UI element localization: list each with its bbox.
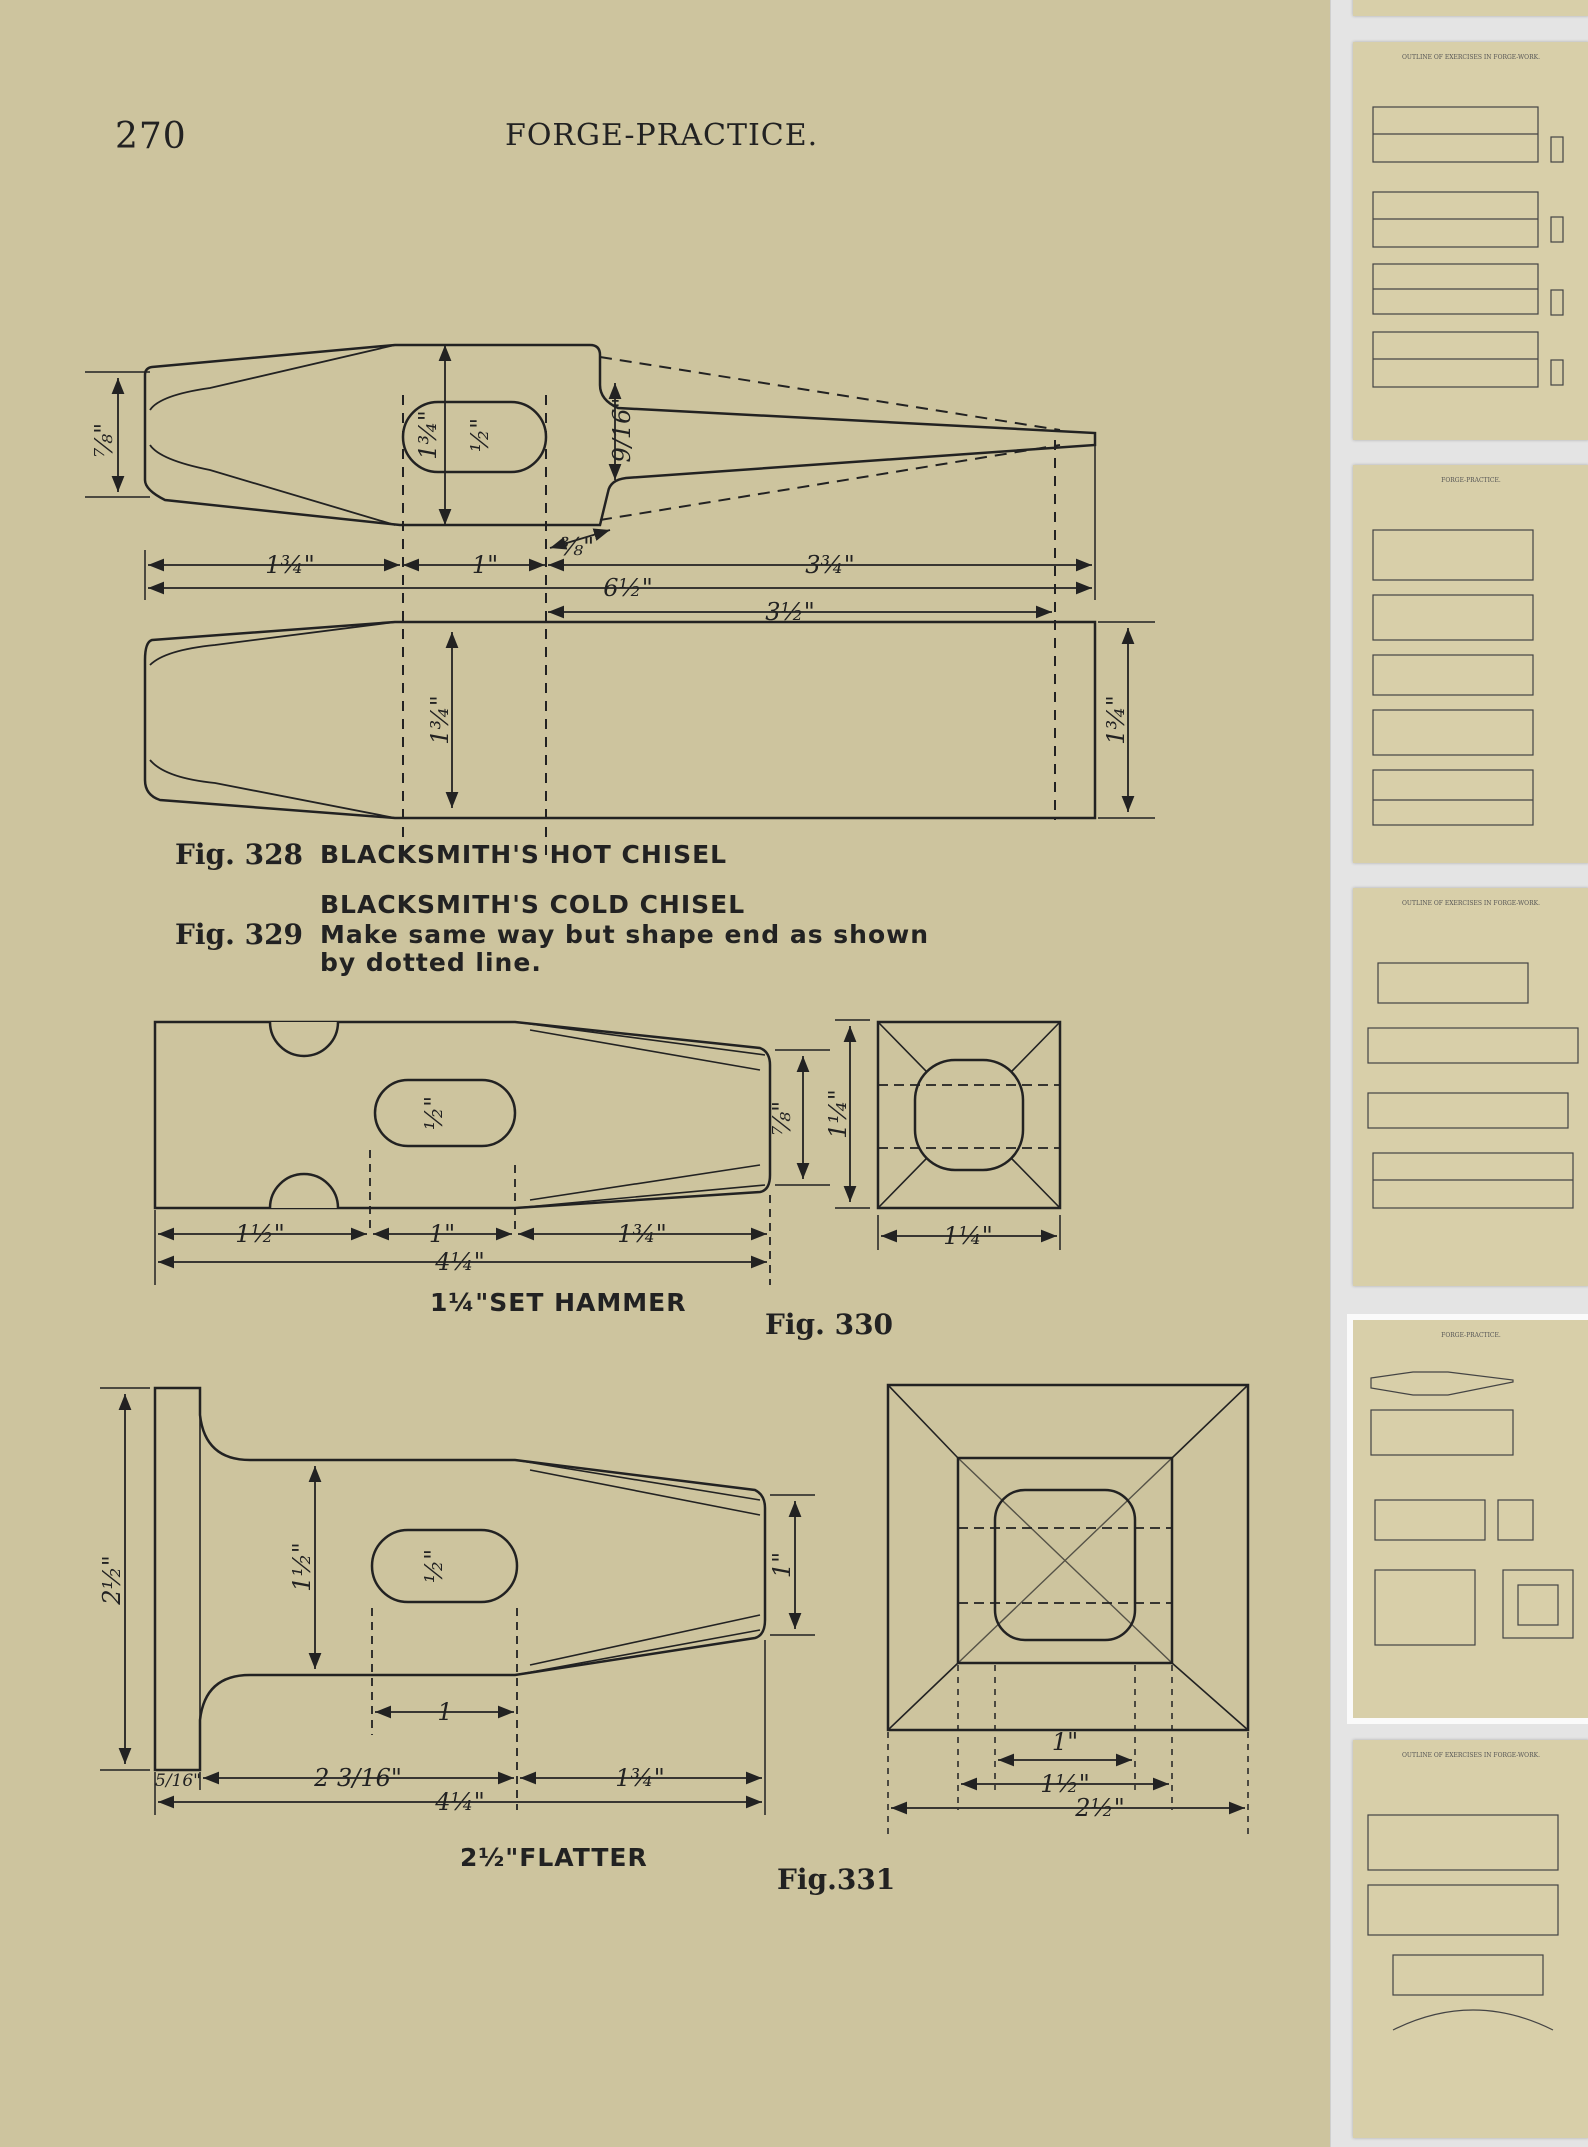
dim-fl-taper: 1¾" [615,1764,665,1792]
page-number: 270 [115,116,187,157]
set-hammer-drawing [155,1020,1060,1285]
dim-fl-inner: 1" [1051,1728,1079,1756]
thumbnail-heading: FORGE-PRACTICE. [1441,1332,1501,1339]
dim-sh-overall: 4¼" [435,1248,485,1276]
dim-sh-eye-len: 1" [428,1220,456,1248]
dim-overall-length: 6½" [603,574,653,602]
dim-fl-neck: 2 3/16" [314,1764,402,1792]
dim-fl-eye: ½" [420,1548,448,1584]
fig-329-caption-line2: Make same way but shape end as shown [320,920,930,949]
dim-chisel-thickness: ⅞" [90,422,118,458]
dim-eye-length: 1" [471,551,499,579]
dim-fl-face: 2½" [98,1555,126,1605]
dim-fl-body: 1½" [288,1542,316,1592]
thumbnail-sidebar [1330,0,1588,2147]
dim-taper-length: 3½" [765,598,815,626]
dim-neck: 9/16" [608,397,636,463]
dim-blade-length: 3¾" [805,551,855,579]
thumbnail-prev[interactable] [1353,0,1588,16]
dim-fl-overall: 4¼" [435,1788,485,1816]
dim-sh-taper: 1¾" [617,1220,667,1248]
dim-fl-mid: 1½" [1040,1770,1090,1798]
flatter-drawing [100,1385,1248,1835]
dim-fl-eye-len: 1 [437,1698,453,1726]
fig-330-label: Fig. 330 [765,1308,894,1341]
thumbnail-heading: OUTLINE OF EXERCISES IN FORGE-WORK. [1402,1752,1540,1759]
dim-eye-width: ½" [466,417,494,453]
fig-328-caption: BLACKSMITH'S HOT CHISEL [320,840,728,869]
dim-head-length: 1¾" [265,551,315,579]
running-head: FORGE-PRACTICE. [505,118,819,153]
chisel-top-view [85,345,1095,860]
dim-end-height: 1¾" [1102,695,1130,745]
thumbnail-page-270-current[interactable] [1353,1320,1588,1718]
dim-sh-height: 1¼" [824,1089,852,1139]
thumbnail-heading: FORGE-PRACTICE. [1441,477,1501,484]
dim-fl-top: 1" [768,1551,796,1579]
dim-sh-face: ⅞" [768,1100,796,1136]
thumbnail-drawings [1353,1740,1588,2138]
fig-329-caption-line3: by dotted line. [320,948,542,977]
thumbnail-heading: OUTLINE OF EXERCISES IN FORGE-WORK. [1402,54,1540,61]
fig-331-label: Fig.331 [777,1863,896,1896]
fig-329-caption-line1: BLACKSMITH'S COLD CHISEL [320,890,746,919]
thumbnail-page-269[interactable] [1353,42,1588,440]
dim-fl-base: 5/16" [155,1771,201,1791]
thumbnail-heading: OUTLINE OF EXERCISES IN FORGE-WORK. [1402,900,1540,907]
thumbnail-page-268[interactable] [1353,465,1588,863]
thumbnail-drawings [1353,465,1588,863]
set-hammer-caption: 1¼"SET HAMMER [430,1288,687,1317]
dim-sh-face-width: 1¼" [943,1222,993,1250]
thumbnail-drawings [1353,888,1588,1286]
dim-shoulder: ⅜" [559,533,595,561]
dim-chisel-width: 1¾" [414,410,442,460]
dim-sh-eye: ½" [420,1095,448,1131]
thumbnail-drawings [1353,1320,1588,1718]
fig-328-label: Fig. 328 [175,838,304,871]
flatter-caption: 2½"FLATTER [460,1843,648,1872]
dim-fl-outer: 2½" [1075,1794,1125,1822]
thumbnail-page-267[interactable] [1353,888,1588,1286]
thumbnail-drawings [1353,42,1588,440]
thumbnail-page-271[interactable] [1353,1740,1588,2138]
chisel-side-view [145,622,1155,818]
fig-329-label: Fig. 329 [175,918,304,951]
dim-sh-head: 1½" [235,1220,285,1248]
dim-side-height: 1¾" [426,695,454,745]
